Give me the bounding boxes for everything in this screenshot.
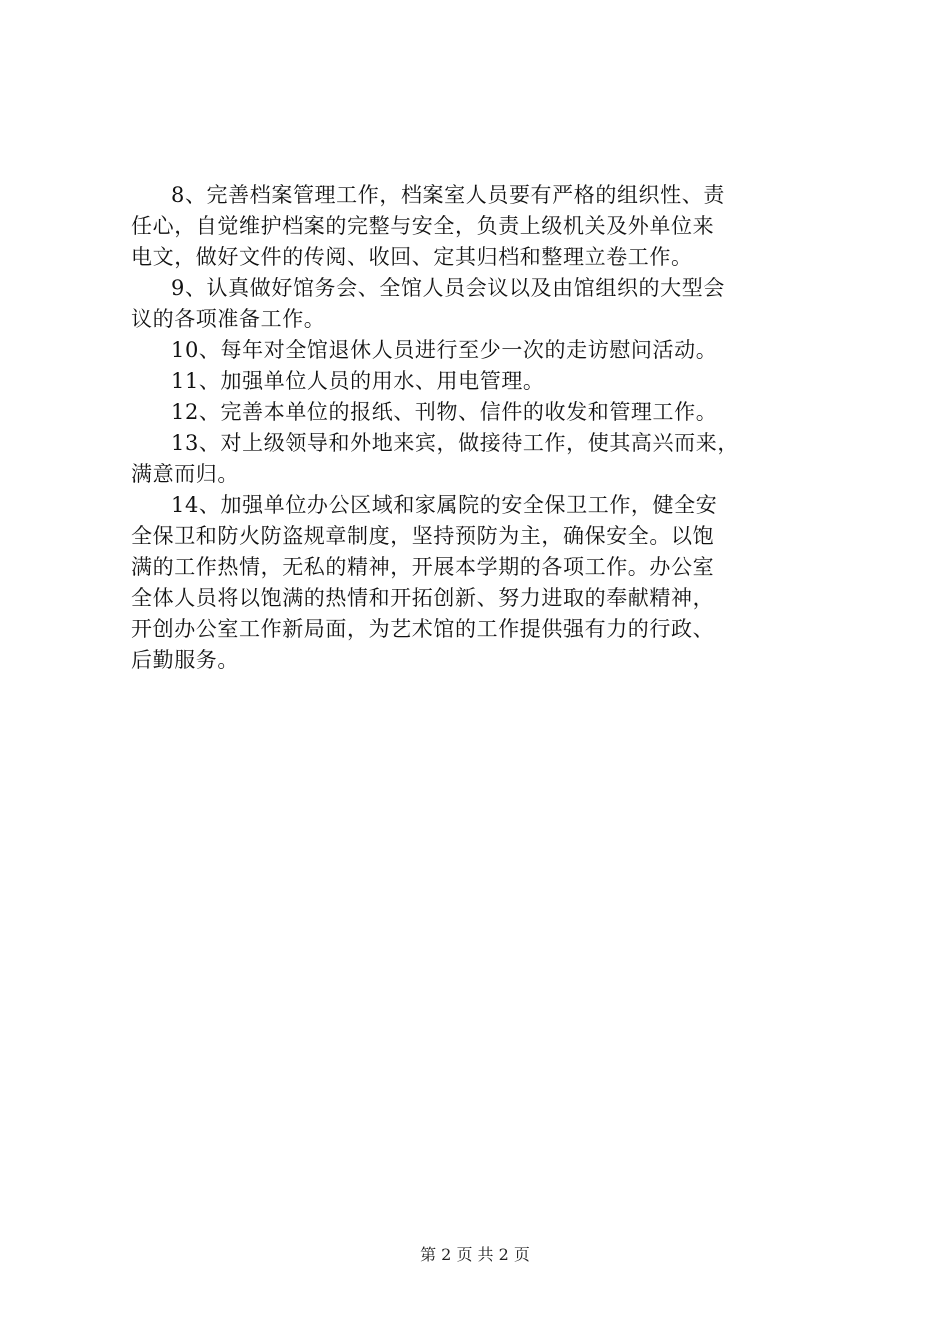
- paragraph-line: 10、每年对全馆退休人员进行至少一次的走访慰问活动。: [171, 338, 718, 362]
- page-number-footer: 第 2 页 共 2 页: [420, 1245, 530, 1264]
- paragraph-item-9: [131, 273, 831, 335]
- paragraph-item-11: [131, 366, 831, 397]
- paragraph-line: 9、认真做好馆务会、全馆人员会议以及由馆组织的大型会: [171, 276, 725, 300]
- paragraph-line: 后勤服务。: [131, 648, 239, 672]
- paragraph-line: 任心，自觉维护档案的完整与安全，负责上级机关及外单位来: [131, 214, 715, 238]
- paragraph-line: 满的工作热情，无私的精神，开展本学期的各项工作。办公室: [131, 555, 715, 579]
- paragraph-line: 14、加强单位办公区域和家属院的安全保卫工作，健全安: [171, 493, 718, 517]
- paragraph-line: 8、完善档案管理工作，档案室人员要有严格的组织性、责: [171, 183, 725, 207]
- document-body: [131, 180, 831, 676]
- paragraph-line: 全保卫和防火防盗规章制度，坚持预防为主，确保安全。以饱: [131, 524, 715, 548]
- paragraph-item-14: [131, 490, 831, 676]
- paragraph-item-8: [131, 180, 831, 273]
- paragraph-line: 电文，做好文件的传阅、收回、定其归档和整理立卷工作。: [131, 245, 693, 269]
- paragraph-line: 12、完善本单位的报纸、刊物、信件的收发和管理工作。: [171, 400, 718, 424]
- paragraph-line: 满意而归。: [131, 462, 239, 486]
- paragraph-line: 议的各项准备工作。: [131, 307, 326, 331]
- paragraph-item-13: [131, 428, 831, 490]
- paragraph-line: 全体人员将以饱满的热情和开拓创新、努力进取的奉献精神，: [131, 586, 715, 610]
- paragraph-line: 开创办公室工作新局面，为艺术馆的工作提供强有力的行政、: [131, 617, 715, 641]
- paragraph-item-12: [131, 397, 831, 428]
- paragraph-line: 13、对上级领导和外地来宾，做接待工作，使其高兴而来，: [171, 431, 739, 455]
- paragraph-item-10: [131, 335, 831, 366]
- paragraph-line: 11、加强单位人员的用水、用电管理。: [171, 369, 545, 393]
